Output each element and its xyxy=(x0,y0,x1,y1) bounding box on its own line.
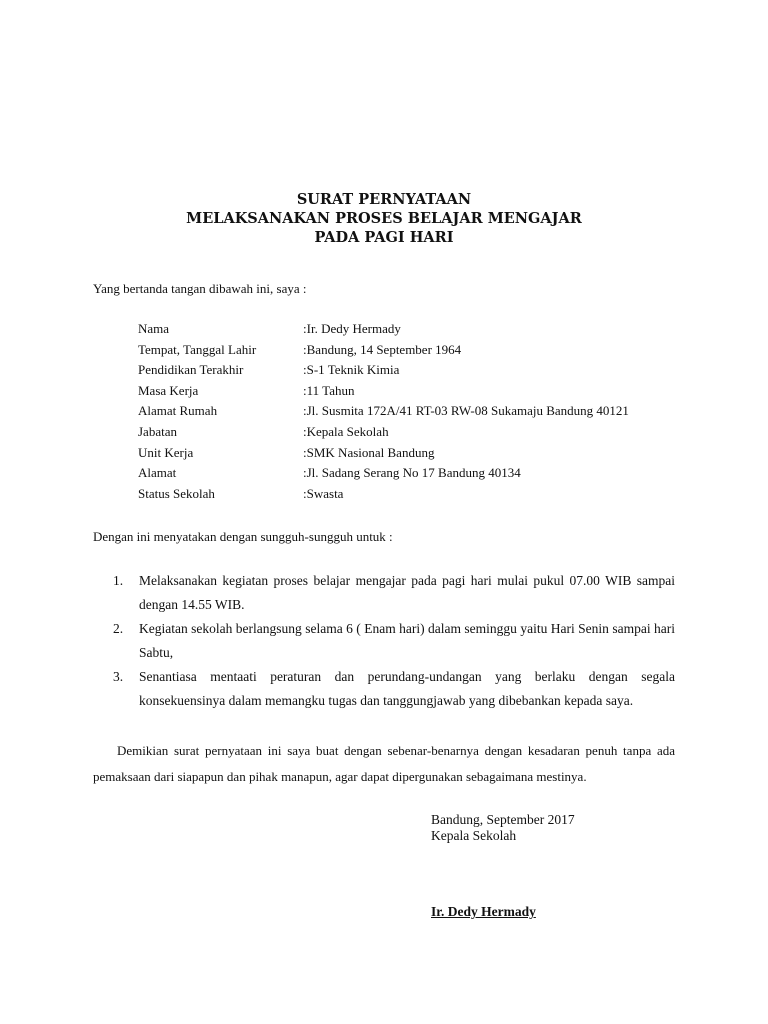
field-separator: : xyxy=(303,423,307,439)
intro-text: Yang bertanda tangan dibawah ini, saya : xyxy=(93,281,307,296)
field-value: Kepala Sekolah xyxy=(306,423,389,439)
statement-list xyxy=(113,569,675,713)
title-line-3: PADA PAGI HARI xyxy=(314,229,454,246)
field-separator: : xyxy=(303,485,307,501)
list-item-number: 1. xyxy=(113,573,124,588)
title-line-1: SURAT PERNYATAAN xyxy=(296,191,472,208)
list-item-number: 3. xyxy=(113,669,124,684)
field-row-ttl xyxy=(138,340,629,361)
field-separator: : xyxy=(303,341,307,357)
field-value: Ir. Dedy Hermady xyxy=(306,321,401,336)
list-item xyxy=(113,617,675,665)
title-line-2: MELAKSANAKAN PROSES BELAJAR MENGAJAR xyxy=(186,210,582,227)
identity-fields xyxy=(138,319,629,504)
signature-position: Kepala Sekolah xyxy=(431,828,517,843)
field-label: Pendidikan Terakhir xyxy=(138,362,244,378)
field-value: Swasta xyxy=(306,485,344,501)
field-value: 11 Tahun xyxy=(306,382,355,398)
field-value: S-1 Teknik Kimia xyxy=(306,362,400,378)
document-title xyxy=(0,190,768,247)
field-label: Unit Kerja xyxy=(138,444,194,460)
field-row-jabatan xyxy=(138,422,629,443)
field-separator: : xyxy=(303,362,307,378)
field-separator: : xyxy=(303,403,307,419)
field-label: Nama xyxy=(138,321,170,336)
field-separator: : xyxy=(303,321,307,336)
field-separator: : xyxy=(303,465,307,481)
field-label: Alamat xyxy=(138,465,177,481)
field-value: Jl. Sadang Serang No 17 Bandung 40134 xyxy=(306,465,521,481)
field-label: Alamat Rumah xyxy=(138,403,218,419)
field-row-unit-kerja xyxy=(138,443,629,464)
list-item-text: Kegiatan sekolah berlangsung selama 6 ( Enam hari) dalam seminggu yaitu Hari Senin sampai hari Sabtu, xyxy=(139,621,675,660)
field-label: Tempat, Tanggal Lahir xyxy=(138,341,257,357)
signature-place-date: Bandung, September 2017 xyxy=(431,812,575,827)
field-row-status-sekolah xyxy=(138,484,629,505)
field-value: Bandung, 14 September 1964 xyxy=(306,341,462,357)
field-row-masa-kerja xyxy=(138,381,629,402)
field-label: Masa Kerja xyxy=(138,382,199,398)
field-row-pendidikan xyxy=(138,360,629,381)
list-item xyxy=(113,569,675,617)
field-value: Jl. Susmita 172A/41 RT-03 RW-08 Sukamaju Bandung 40121 xyxy=(306,403,629,419)
list-item-text: Melaksanakan kegiatan proses belajar mengajar pada pagi hari mulai pukul 07.00 WIB sampai dengan 14.55 WIB. xyxy=(139,573,675,612)
list-item-number: 2. xyxy=(113,621,124,636)
field-label: Jabatan xyxy=(138,423,177,439)
field-row-nama xyxy=(138,319,629,340)
list-item xyxy=(113,665,675,713)
signature-block xyxy=(431,812,575,844)
list-item-text: Senantiasa mentaati peraturan dan perundang-undangan yang berlaku dengan segala konsekuensinya dalam memangku tugas dan tanggungjawab yang dibebankan kepada saya. xyxy=(139,669,675,708)
field-separator: : xyxy=(303,382,307,398)
field-row-alamat-rumah xyxy=(138,401,629,422)
closing-paragraph: Demikian surat pernyataan ini saya buat dengan sebenar-benarnya dengan kesadaran penuh tanpa ada pemaksaan dari siapapun dan pihak manapun, agar dapat dipergunakan sebagaimana mestinya. xyxy=(93,743,675,784)
statement-intro: Dengan ini menyatakan dengan sungguh-sungguh untuk : xyxy=(93,529,393,544)
field-value: SMK Nasional Bandung xyxy=(306,444,435,460)
signatory-name: Ir. Dedy Hermady xyxy=(431,904,536,919)
field-separator: : xyxy=(303,444,307,460)
field-row-alamat xyxy=(138,463,629,484)
field-label: Status Sekolah xyxy=(138,485,215,501)
